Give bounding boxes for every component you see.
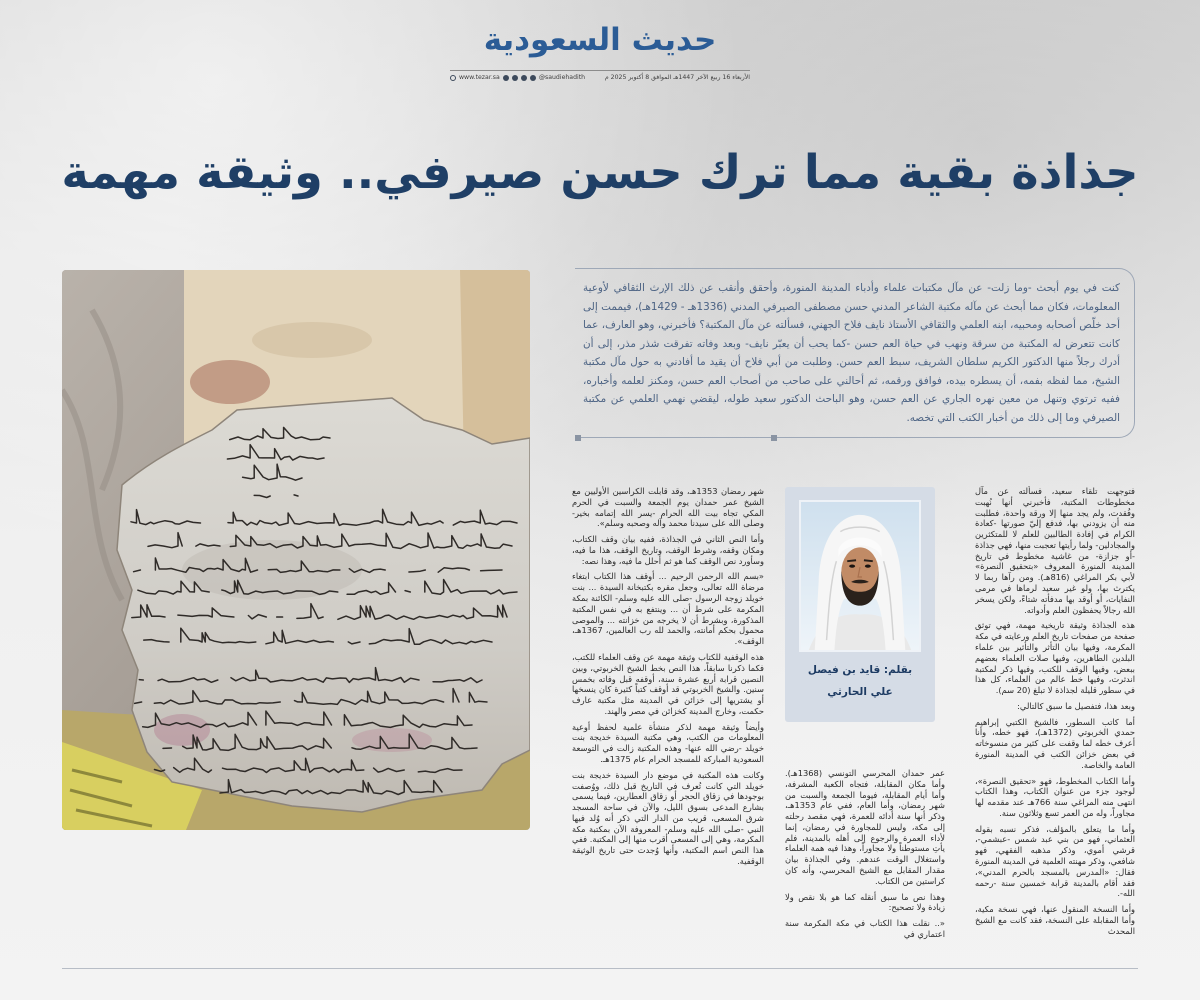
masthead-info-bar xyxy=(450,70,750,85)
stain xyxy=(190,360,270,404)
paragraph: هذه الوقفية للكتاب وثيقة مهمة عن وقف العلماء للكتب، فكما ذكرنا سابقاً، هذا النص بخط الشيخ الخربوتي، وبين النصين قرابة أربع عشرة سنة، أوقفه قبل وفاته بخمس سنين. والشيخ الخربوتي قد أوقف كتباً كثيرة كان ينسخها أو يشتريها إلى خزائن في المدينة مثل مكتبة عارف حكمت، وخارج المدينة كخزائن في مصر والهند. xyxy=(572,651,764,716)
paragraph: أما كاتب السطور، فالشيخ الكتبي إبراهيم حمدي الخربوتي (1372هـ)، فهو خطه، وأنا أعرف خطه لما وقفت على كثير من منسوخاته في بعض خزائن الكتب في المدينة المنورة العامة والخاصة. xyxy=(975,716,1135,770)
social-media-icon xyxy=(521,75,527,81)
intro-box xyxy=(575,268,1135,438)
issue-dateline: الأربعاء 16 ربيع الآخر 1447هـ الموافق 8 أكتوبر 2025 م xyxy=(604,74,750,81)
manuscript-drawing xyxy=(62,270,530,830)
paragraph: وأما النسخة المنقول عنها، فهي نسخة مكية، وأما المقابلة على النسخة، فقد كانت مع الشيخ المحدث xyxy=(975,904,1135,936)
author-panel xyxy=(785,487,935,722)
article-headline: جذاذة بقية مما ترك حسن صيرفي.. وثيقة مهمة xyxy=(61,145,1139,199)
social-media-icon xyxy=(512,75,518,81)
article-column-2 xyxy=(785,768,945,958)
article-column-1 xyxy=(975,486,1135,958)
paragraph: شهر رمضان 1353هـ، وقد قابلت الكراسين الأوليين مع الشيخ عمر حمدان يوم الجمعة والسبت في الحرم المكي تجاه بيت الله الحرام -يسر الله إتمامه بخير- وصلى الله على سيدنا محمد وآله وصحبه وسلم». xyxy=(572,486,764,529)
paragraph: وأيضاً وثيقة مهمة لذكر منشأة علمية لحفظ أوعية المعلومات من الكتب، وهي مكتبة السيدة خديجة بنت خويلد -رضي الله عنها- وهذه المكتبة زالت في التوسعة السعودية المباركة للمسجد الحرام عام 1375هـ. xyxy=(572,721,764,764)
author-portrait xyxy=(801,502,919,650)
bottom-divider xyxy=(62,968,1138,969)
social-media-icon xyxy=(503,75,509,81)
paragraph: وأما ما يتعلق بالمؤلف، فذكر نسبه بقوله العثماني، فهو من بني عبد شمس -عبشمي-، قرشي أموي، وذكر مذهبه الفقهي، فهو شافعي، وذكر مهنته العلمية في المدينة المنورة فقال: «المدرس بالمسجد بالحرم المدني»، فقد أقام بالمدينة قرابة خمسين سنة -رحمه الله-. xyxy=(975,823,1135,899)
paragraph: وأما النص الثاني في الجذاذة، ففيه بيان وقف الكتاب، ومكان وقفه، وشرط الوقف، وتاريخ الوقف، هذا ما فيه، وسأورد نص الوقف كما هو ثم أحلل ما فيه، وهذا نصه: xyxy=(572,534,764,566)
paragraph: «بسم الله الرحمن الرحيم ... أوقف هذا الكتاب ابتغاء مرضاة الله تعالى، وجعل مقره بكتبخانة السيدة ... بنت خويلد زوجة الرسول -صلى الله عليه وسلم- الكائنة بمكة المكرمة على شرط أن ... وينتفع به في نفس المكتبة المذكورة، وبشرط أن لا يخرجه من خزانته ... والموصى محمول بحكم أمانته، والحمد لله رب العالمين، 1367هـ، الوقف». xyxy=(572,571,764,647)
intro-paragraph: كنت في يوم أبحث -وما زلت- عن مآل مكتبات علماء وأدباء المدينة المنورة، وأحقق وأنقب عن ذلك الإرث الثقافي لأوعية المعلومات، فكان مما أبحث عن مآله مكتبة الشاعر المدني حسن مصطفى الصيرفي المدني (1336هـ - 1429هـ)، فيممت إلى أحد خلّص أصحابه ومحبيه، ابنه العلمي والثقافي الأستاذ نايف فلاح الجهني، فسألته عن مآل المكتبة؟ فأخبرني، وهو العارف، عما كانت تتعرض له المكتبة من سرقة ونهب في حياة العم حسن -كما يحب أن يعبّر نايف- وبعد وفاته تفرقت شذر مذر، إلى أن أدرك رجلاً منها الدكتور الكريم سلطان الشريف، سبط العم حسن. وطلبت من أبي فلاح أن يقيد ما أفادني به حول مآل مكتبة الشيخ، مما لفظه بفمه، أن يسطره بيده، فوافق ورقمه، ثم أحالني على صاحب من أصحاب العم حسن، ومكنز لعلمه وأخباره، ففيه ترتوي وتنهل من معين نهره الجاري عن العم حسن، وهو الباحث الدكتور سعيد طوله، ليقضي نهمي العلمي عن مكتبة الصيرفي وما إلى ذلك من أخبار الكتب التي تخصه. xyxy=(583,282,1120,424)
manuscript-photo xyxy=(62,270,530,830)
paragraph: وكانت هذه المكتبة في موضع دار السيدة خديجة بنت خويلد التي كانت تُعرف في التاريخ قبل ذلك، ووُصفت بوجودها في زقاق الحجر أو زقاق العطارين، فيما يسمى بشارع المدعى بسوق الليل، والآن في ساحة المسجد شرق المسعى، قريب من الدار التي ذكر أنه وُلد فيها النبي -صلى الله عليه وسلم- المعروفة الآن بمكتبة مكة المكرمة، وهي إلى المسعى أقرب منها إلى المكتبة. ففي هذا النص اسم المكتبة، وأنها وُجدت حتى تاريخ الوثيقة الوقفية. xyxy=(572,769,764,866)
paragraph: عمر حمدان المحرسي التونسي (1368هـ). وأما مكان المقابلة، فتجاه الكعبة المشرفة، وأما أيام المقابلة، فيوما الجمعة والسبت من شهر رمضان، وأما العام، ففي عام 1353هـ، وذكر أنها سنة أدائه للعمرة، فهي مقصد رحلته إلى مكة، وليس للمجاورة في رمضان، إنما لأداء العمرة والرجوع إلى أهله بالمدينة، فلم يأتِ مستوطناً ولا مجاوراً، وهذا فيه همة العلماء واستغلال الوقت عندهم. وفي الجذاذة بيان مقدار المقابل مع الشيخ المحرسي، وأنه كان كراستين من الكتاب. xyxy=(785,768,945,886)
author-photo xyxy=(799,500,921,652)
newspaper-logo: حديث السعودية xyxy=(483,22,717,58)
social-links xyxy=(450,71,585,85)
paragraph: هذه الجذاذة وثيقة تاريخية مهمة، فهي توثق صفحة من صفحات تاريخ العلم ورعايته في مكة المكرمة، وفيها بيان التأثر والتأثير بين علماء البلدين الطاهرين، وفيها صلات العلماء بعضهم ببعض، وفيها الوقف للكتب، وفيها ذكر لمكتبة اندثرت، وفيها خط عالم من العلماء، كل هذا في سطور قليلة لجذاذة لا تبلغ (20 سم). xyxy=(975,620,1135,696)
paragraph: وبعد هذا، فتفصيل ما سبق كالتالي: xyxy=(1017,700,1135,711)
website-text: www.tezar.sa xyxy=(459,74,500,81)
globe-icon xyxy=(450,75,456,81)
social-handle: @saudiehadith xyxy=(538,74,586,81)
decor-square xyxy=(771,435,777,441)
author-name: علي الحارثي xyxy=(827,686,893,698)
paragraph: وأما الكتاب المخطوط، فهو «تحقيق النصرة»، لوجود جزء من عنوان الكتاب، وهذا الكتاب انتهى منه المراغي سنة 766هـ عند مقدمه لها مجاوراً، وله من العمر تسع وثلاثون سنة. xyxy=(975,775,1135,818)
decor-square xyxy=(575,435,581,441)
article-column-3 xyxy=(572,486,764,958)
author-byline: بقلم: قايد بن فيصل xyxy=(807,664,913,676)
paragraph: فتوجهت تلقاء سعيد، فسألته عن مآل مخطوطات المكتبة، فأخبرني أنها نُهبت وفُقدت، ولم يجد منها إلا ورقة واحدة، فطلبت منه أن يزودني بها، فدفع إليّ صورتها -كعادة الكرام في إفادة الطالبين للعلم لا للمتكثرين والمجادلين- ولما رأيتها تعجبت منها، فهي جذاذة -أو جزازة- من غاشية مخطوط في تاريخ المدينة المنورة المعروف «بتحقيق النصرة» لأبي بكر المراغي (816هـ). ومن رآها ربما لا يكترث بها، ولو غير سعيد لرماها في مرمى النفايات، أو أوقد بها مدفأته شتاءً، ولكن يسخر الله رجالاً يحفظون العلم وأدواته. xyxy=(975,486,1135,615)
paragraph: «.. نقلت هذا الكتاب في مكة المكرمة سنة اعتماري في xyxy=(785,918,945,939)
torn-fragment xyxy=(117,398,530,812)
social-media-icon xyxy=(530,75,536,81)
paragraph: وهذا نص ما سبق أنقله كما هو بلا نقص ولا زيادة ولا تصحيح: xyxy=(785,891,945,913)
